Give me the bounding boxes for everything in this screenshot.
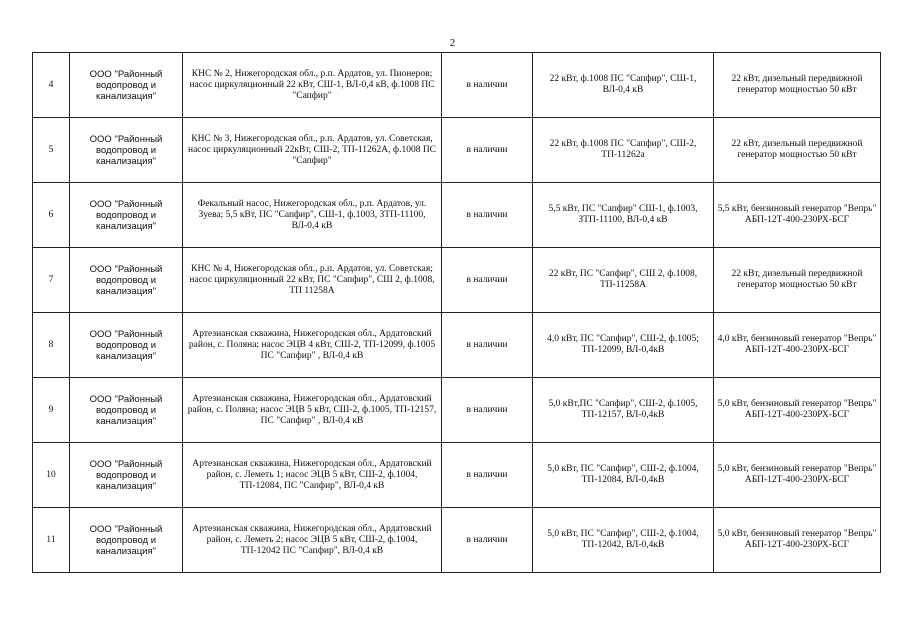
- power-supply-cell: 5,0 кВт, ПС "Сапфир", СШ-2, ф.1004, ТП-12084, ВЛ-0,4кВ: [533, 443, 714, 508]
- organization-cell: ООО "Районный водопровод и канализация": [70, 443, 183, 508]
- availability-cell: в наличии: [442, 313, 533, 378]
- object-description-cell: Артезианская скважина, Нижегородская обл., Ардатовский район, с. Леметь 1; насос ЭЦВ 5 кВт, СШ-2, ф.1004, ТП-12084, ПС "Сапфир", ВЛ-0,4 кВ: [183, 443, 442, 508]
- availability-cell: в наличии: [442, 53, 533, 118]
- backup-generator-cell: 22 кВт, дизельный передвижной генератор мощностью 50 кВт: [714, 53, 881, 118]
- power-supply-cell: 5,0 кВт, ПС "Сапфир", СШ-2, ф.1004, ТП-12042, ВЛ-0,4кВ: [533, 508, 714, 573]
- table-row: [33, 118, 881, 183]
- row-number-cell: 7: [33, 248, 70, 313]
- backup-generator-cell: 4,0 кВт, бензиновый генератор "Вепрь" АБП-12Т-400-230РХ-БСГ: [714, 313, 881, 378]
- object-description-cell: Фекальный насос, Нижегородская обл., р.п. Ардатов, ул. Зуева; 5,5 кВт, ПС "Сапфир", СШ-1, ф.1003, ЗТП-11100, ВЛ-0,4 кВ: [183, 183, 442, 248]
- table-row: [33, 313, 881, 378]
- row-number-cell: 4: [33, 53, 70, 118]
- object-description-cell: Артезианская скважина, Нижегородская обл., Ардатовский район, с. Поляна; насос ЭЦВ 4 кВт, СШ-2, ТП-12099, ф.1005 ПС "Сапфир" , ВЛ-0,4 кВ: [183, 313, 442, 378]
- power-supply-cell: 5,0 кВт,ПС "Сапфир", СШ-2, ф.1005, ТП-12157, ВЛ-0,4кВ: [533, 378, 714, 443]
- availability-cell: в наличии: [442, 183, 533, 248]
- row-number-cell: 5: [33, 118, 70, 183]
- backup-generator-cell: 22 кВт, дизельный передвижной генератор мощностью 50 кВт: [714, 118, 881, 183]
- availability-cell: в наличии: [442, 378, 533, 443]
- organization-cell: ООО "Районный водопровод и канализация": [70, 118, 183, 183]
- availability-cell: в наличии: [442, 508, 533, 573]
- backup-generator-cell: 5,0 кВт, бензиновый генератор "Вепрь" АБП-12Т-400-230РХ-БСГ: [714, 378, 881, 443]
- backup-generator-cell: 5,0 кВт, бензиновый генератор "Вепрь" АБП-12Т-400-230РХ-БСГ: [714, 508, 881, 573]
- equipment-table: [32, 52, 881, 573]
- availability-cell: в наличии: [442, 118, 533, 183]
- backup-generator-cell: 5,0 кВт, бензиновый генератор "Вепрь" АБП-12Т-400-230РХ-БСГ: [714, 443, 881, 508]
- table-body: [33, 53, 881, 573]
- backup-generator-cell: 5,5 кВт, бензиновый генератор "Вепрь" АБП-12Т-400-230РХ-БСГ: [714, 183, 881, 248]
- power-supply-cell: 4,0 кВт, ПС "Сапфир", СШ-2, ф.1005; ТП-12099, ВЛ-0,4кВ: [533, 313, 714, 378]
- organization-cell: ООО "Районный водопровод и канализация": [70, 53, 183, 118]
- table-row: [33, 53, 881, 118]
- organization-cell: ООО "Районный водопровод и канализация": [70, 248, 183, 313]
- power-supply-cell: 5,5 кВт, ПС "Сапфир" СШ-1, ф.1003, ЗТП-11100, ВЛ-0,4 кВ: [533, 183, 714, 248]
- power-supply-cell: 22 кВт, ф.1008 ПС "Сапфир", СШ-1, ВЛ-0,4 кВ: [533, 53, 714, 118]
- organization-cell: ООО "Районный водопровод и канализация": [70, 378, 183, 443]
- row-number-cell: 10: [33, 443, 70, 508]
- page-number: 2: [449, 37, 456, 49]
- row-number-cell: 6: [33, 183, 70, 248]
- power-supply-cell: 22 кВт, ПС "Сапфир", СШ 2, ф.1008, ТП-11258А: [533, 248, 714, 313]
- table-row: [33, 508, 881, 573]
- organization-cell: ООО "Районный водопровод и канализация": [70, 508, 183, 573]
- availability-cell: в наличии: [442, 248, 533, 313]
- object-description-cell: Артезианская скважина, Нижегородская обл., Ардатовский район, с. Поляна; насос ЭЦВ 5 кВт, СШ-2, ф.1005, ТП-12157, ПС "Сапфир" , ВЛ-0,4 кВ: [183, 378, 442, 443]
- organization-cell: ООО "Районный водопровод и канализация": [70, 313, 183, 378]
- table-row: [33, 443, 881, 508]
- power-supply-cell: 22 кВт, ф.1008 ПС "Сапфир", СШ-2, ТП-11262а: [533, 118, 714, 183]
- organization-cell: ООО "Районный водопровод и канализация": [70, 183, 183, 248]
- row-number-cell: 11: [33, 508, 70, 573]
- object-description-cell: КНС № 2, Нижегородская обл., р.п. Ардатов, ул. Пионеров; насос циркуляционный 22 кВт, СШ-1, ВЛ-0,4 кВ, ф.1008 ПС "Сапфир": [183, 53, 442, 118]
- backup-generator-cell: 22 кВт, дизельный передвижной генератор мощностью 50 кВт: [714, 248, 881, 313]
- row-number-cell: 9: [33, 378, 70, 443]
- table-row: [33, 248, 881, 313]
- object-description-cell: КНС № 4, Нижегородская обл., р.п. Ардатов, ул. Советская; насос циркуляционный 22 кВт, ПС "Сапфир", СШ 2, ф.1008, ТП 11258А: [183, 248, 442, 313]
- table-row: [33, 183, 881, 248]
- object-description-cell: КНС № 3, Нижегородская обл., р.п. Ардатов, ул. Советская, насос циркуляционный 22кВт, СШ-2, ТП-11262А, ф.1008 ПС "Сапфир": [183, 118, 442, 183]
- row-number-cell: 8: [33, 313, 70, 378]
- table-row: [33, 378, 881, 443]
- object-description-cell: Артезианская скважина, Нижегородская обл., Ардатовский район, с. Леметь 2; насос ЭЦВ 5 кВт, СШ-2, ф.1004, ТП-12042 ПС "Сапфир", ВЛ-0,4 кВ: [183, 508, 442, 573]
- availability-cell: в наличии: [442, 443, 533, 508]
